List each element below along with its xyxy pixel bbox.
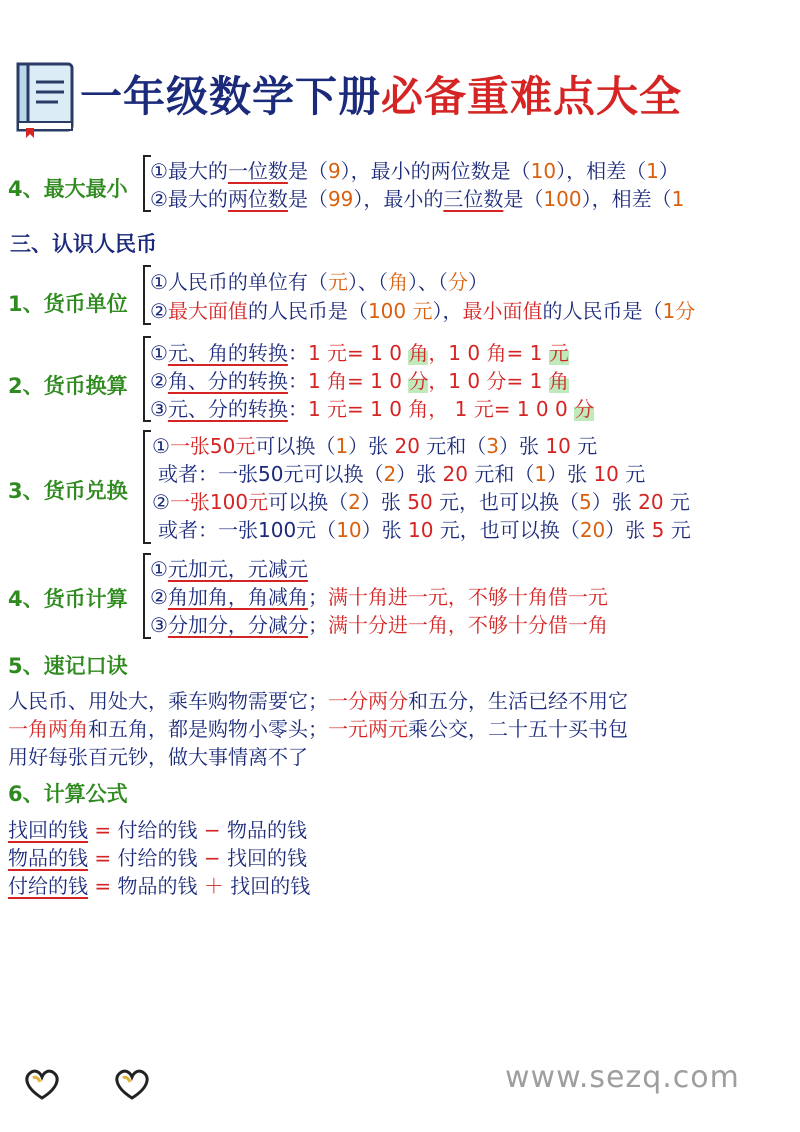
formula-label: 6、计算公式 <box>8 782 128 806</box>
mnemonic-line-1: 人民币、用处大，乘车购物需要它；一分两分和五分，生活已经不用它 <box>8 689 628 713</box>
heart-icon <box>22 1068 62 1102</box>
currency-exchange-line-4: 或者：一张100元（10）张 10 元，也可以换（20）张 5 元 <box>158 518 691 542</box>
currency-convert-label: 2、货币换算 <box>8 374 128 398</box>
currency-exchange-line-2: 或者：一张50元可以换（2）张 20 元和（1）张 10 元 <box>158 462 646 486</box>
formula-line-3: 付给的钱 = 物品的钱 ＋ 找回的钱 <box>8 874 311 898</box>
currency-exchange-bracket <box>143 430 151 544</box>
currency-calc-line-2: ②角加角，角减角；满十角进一元，不够十角借一元 <box>150 585 608 609</box>
currency-unit-label: 1、货币单位 <box>8 292 128 316</box>
currency-convert-line-3: ③元、分的转换：1 元= 1 0 角， 1 元= 1 0 0 分 <box>150 397 595 421</box>
formula-line-1: 找回的钱 = 付给的钱 − 物品的钱 <box>8 818 307 842</box>
mnemonic-label: 5、速记口诀 <box>8 654 128 678</box>
currency-calc-line-1: ①元加元，元减元 <box>150 557 308 581</box>
currency-exchange-line-1: ①一张50元可以换（1）张 20 元和（3）张 10 元 <box>152 434 598 458</box>
currency-convert-line-1: ①元、角的转换：1 元= 1 0 角，1 0 角= 1 元 <box>150 341 569 365</box>
currency-convert-line-2: ②角、分的转换：1 角= 1 0 分，1 0 分= 1 角 <box>150 369 569 393</box>
title-part-1: 一年级数学下册 <box>80 72 382 121</box>
watermark: www.sezq.com <box>505 1060 740 1095</box>
title-part-2: 必备重难点大全 <box>381 72 683 121</box>
section-3-title: 三、认识人民币 <box>10 232 157 256</box>
maxmin-line-2: ②最大的两位数是（99），最小的三位数是（100），相差（1 <box>150 187 685 211</box>
formula-line-2: 物品的钱 = 付给的钱 − 找回的钱 <box>8 846 307 870</box>
mnemonic-line-3: 用好每张百元钞，做大事情离不了 <box>8 745 308 769</box>
maxmin-line-1: ①最大的一位数是（9），最小的两位数是（10），相差（1） <box>150 159 679 183</box>
currency-calc-label: 4、货币计算 <box>8 587 128 611</box>
page-title <box>80 64 682 124</box>
mnemonic-line-2: 一角两角和五角，都是购物小零头；一元两元乘公交，二十五十买书包 <box>8 717 628 741</box>
currency-exchange-line-3: ②一张100元可以换（2）张 50 元，也可以换（5）张 20 元 <box>152 490 690 514</box>
currency-unit-line-2: ②最大面值的人民币是（100 元），最小面值的人民币是（1分 <box>150 299 696 323</box>
book-icon <box>12 58 78 140</box>
currency-exchange-label: 3、货币兑换 <box>8 479 128 503</box>
heart-icon <box>112 1068 152 1102</box>
maxmin-label: 4、最大最小 <box>8 177 128 201</box>
currency-calc-line-3: ③分加分，分减分；满十分进一角，不够十分借一角 <box>150 613 608 637</box>
currency-unit-line-1: ①人民币的单位有（元）、（角）、（分） <box>150 270 488 294</box>
